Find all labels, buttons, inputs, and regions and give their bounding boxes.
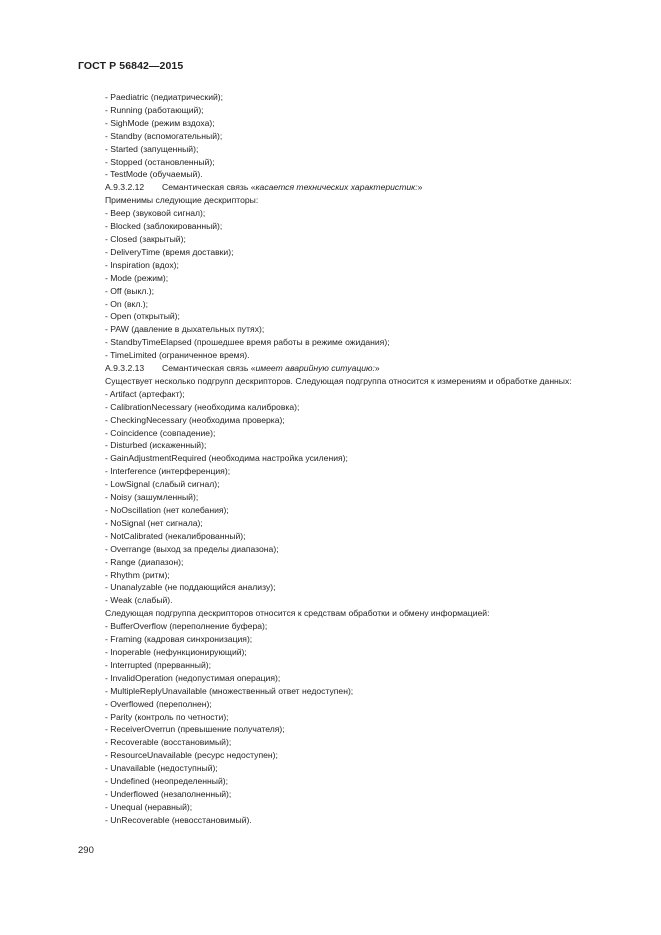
list-item: - NoOscillation (нет колебания); — [105, 505, 229, 515]
list-item: - MultipleReplyUnavailable (множественный ответ недоступен); — [105, 685, 354, 696]
list-item: - UnRecoverable (невосстановимый). — [105, 814, 252, 825]
list-item: - CalibrationNecessary (необходима калибровка); — [105, 401, 300, 412]
page-body — [78, 91, 586, 827]
section-title: Семантическая связь «касается технических характеристик:» — [162, 182, 423, 193]
list-item: - Overrange (выход за пределы диапазона); — [105, 543, 279, 554]
list-item: - Underflowed (незаполненный); — [105, 788, 232, 799]
descriptor-list-4 — [78, 620, 586, 827]
list-item: - Unequal (неравный); — [105, 801, 193, 812]
list-item: - StandbyTimeElapsed (прошедшее время работы в режиме ожидания); — [105, 337, 390, 348]
list-item: - Inoperable (нефункционирующий); — [105, 646, 247, 657]
list-item: - NoSignal (нет сигнала); — [105, 517, 203, 528]
list-item: - Disturbed (искаженный); — [105, 440, 207, 451]
list-item: - CheckingNecessary (необходима проверка); — [105, 414, 285, 425]
list-item: - Interrupted (прерванный); — [105, 659, 212, 670]
list-item: - Rhythm (ритм); — [105, 569, 170, 580]
list-item: - Standby (вспомогательный); — [105, 130, 223, 141]
list-item: - ResourceUnavailable (ресурс недоступен); — [105, 750, 278, 761]
descriptor-list-2 — [78, 207, 586, 362]
list-item: - Coincidence (совпадение); — [105, 427, 216, 438]
list-item: - Closed (закрытый); — [105, 233, 186, 244]
list-item: - TestMode (обучаемый). — [105, 169, 203, 180]
list-item: - Undefined (неопределенный); — [105, 776, 229, 787]
list-item: - Beep (звуковой сигнал); — [105, 208, 206, 219]
list-item: - Unanalyzable (не поддающийся анализу); — [105, 582, 276, 593]
list-item: - Mode (режим); — [105, 272, 169, 283]
list-item: - Overflowed (переполнен); — [105, 698, 212, 709]
section-title: Семантическая связь «имеет аварийную ситуацию:» — [162, 363, 380, 374]
list-item: - Running (работающий); — [105, 104, 204, 115]
list-item: - NotCalibrated (некалиброванный); — [105, 530, 246, 541]
section-heading-a-9-3-2-13 — [78, 362, 586, 375]
section-heading-a-9-3-2-12 — [78, 181, 586, 194]
list-item: - BufferOverflow (переполнение буфера); — [105, 621, 268, 632]
list-item: - Open (открытый); — [105, 311, 180, 322]
descriptor-list-1 — [78, 91, 586, 181]
list-item: - DeliveryTime (время доставки); — [105, 246, 234, 257]
descriptor-list-3 — [78, 388, 586, 607]
list-item: - SighMode (режим вздоха); — [105, 117, 215, 128]
section-number: A.9.3.2.13 — [105, 363, 145, 374]
list-item: - Unavailable (недоступный); — [105, 763, 218, 774]
list-item: - Interference (интерференция); — [105, 466, 231, 477]
section-intro: Существует несколько подгрупп дескрипторов. Следующая подгруппа относится к измерениям и обработке данных: — [105, 375, 572, 386]
list-item: - Stopped (остановленный); — [105, 156, 215, 167]
list-item: - Off (выкл.); — [105, 285, 155, 296]
list-item: - Paediatric (педиатрический); — [105, 92, 224, 102]
list-item: - Recoverable (восстановимый); — [105, 737, 232, 748]
list-item: - Framing (кадровая синхронизация); — [105, 634, 253, 645]
list-item: - Range (диапазон); — [105, 556, 184, 567]
list-item: - ReceiverOverrun (превышение получателя); — [105, 724, 285, 735]
list-item: - Parity (контроль по четности); — [105, 711, 229, 722]
page-number: 290 — [78, 845, 94, 856]
list-item: - GainAdjustmentRequired (необходима настройка усиления); — [105, 453, 348, 464]
list-item: - LowSignal (слабый сигнал); — [105, 479, 220, 490]
list-item: - Inspiration (вдох); — [105, 259, 179, 270]
document-header: ГОСТ Р 56842—2015 — [78, 60, 184, 72]
list-item: - Weak (слабый). — [105, 595, 173, 606]
list-item: - Noisy (зашумленный); — [105, 492, 199, 503]
list-item: - On (вкл.); — [105, 298, 149, 309]
list-item: - InvalidOperation (недопустимая операция); — [105, 672, 281, 683]
list-item: - PAW (давление в дыхательных путях); — [105, 324, 265, 335]
list-item: - Artifact (артефакт); — [105, 388, 185, 399]
subgroup-intro: Следующая подгруппа дескрипторов относится к средствам обработки и обмену информацией: — [105, 608, 490, 619]
list-item: - TimeLimited (ограниченное время). — [105, 350, 250, 361]
section-number: A.9.3.2.12 — [105, 182, 145, 193]
section-intro: Применимы следующие дескрипторы: — [105, 195, 259, 206]
list-item: - Started (запущенный); — [105, 143, 199, 154]
list-item: - Blocked (заблокированный); — [105, 221, 223, 232]
